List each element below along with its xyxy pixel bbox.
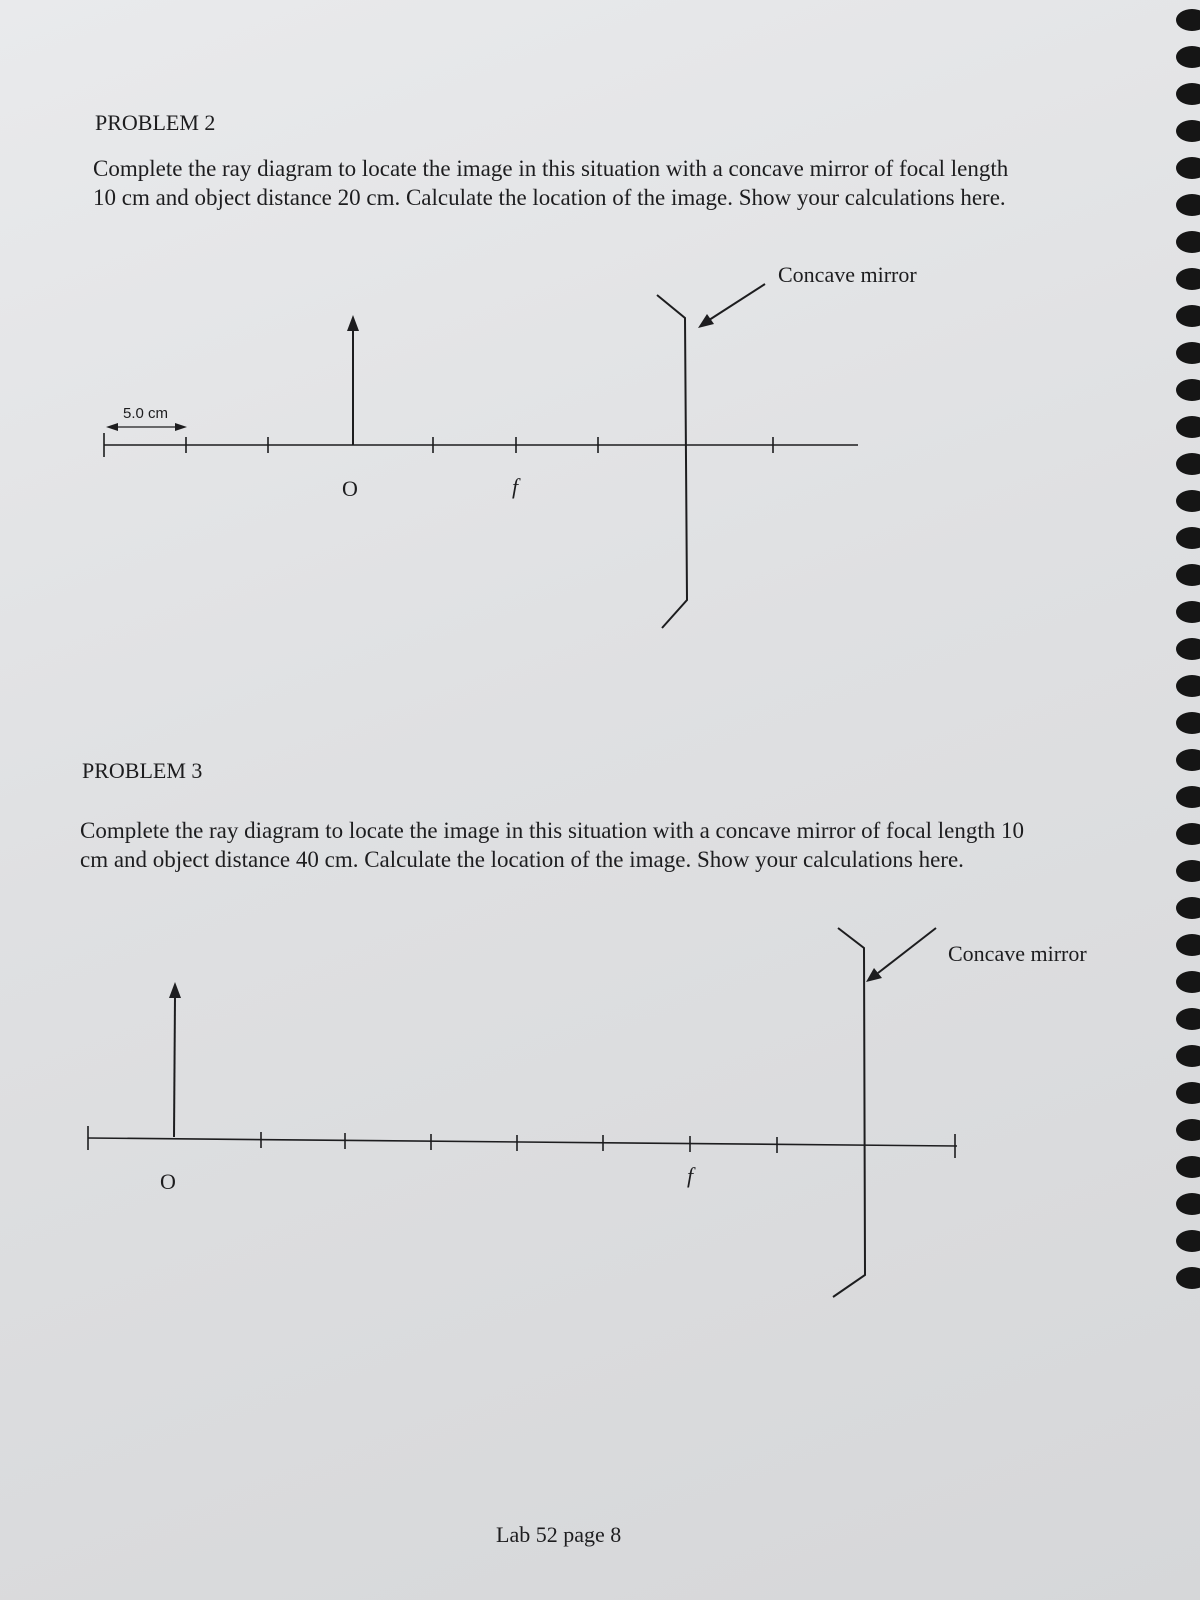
mirror-label: Concave mirror bbox=[778, 262, 917, 287]
principal-axis bbox=[88, 1138, 957, 1146]
spiral-binding bbox=[1160, 0, 1200, 1600]
object-label: O bbox=[160, 1169, 176, 1194]
object-label: O bbox=[342, 476, 358, 501]
object-arrowhead bbox=[169, 982, 181, 998]
mirror-pointer-line bbox=[878, 928, 936, 973]
focal-label: f bbox=[512, 474, 519, 499]
page-footer: Lab 52 page 8 bbox=[496, 1522, 622, 1547]
mirror-pointer-arrowhead bbox=[866, 968, 882, 982]
focal-label: f bbox=[687, 1163, 694, 1188]
mirror-label: Concave mirror bbox=[948, 941, 1087, 966]
concave-mirror bbox=[833, 928, 865, 1297]
problem-3-text: Complete the ray diagram to locate the image in this situation with a concave mirror of focal length 10 cm and object distance 40 cm. Calculate the location of the image. Show your calculations here. bbox=[80, 818, 1024, 872]
problem-3-heading: PROBLEM 3 bbox=[82, 758, 203, 783]
object-arrow bbox=[174, 996, 175, 1137]
problem-2-heading: PROBLEM 2 bbox=[95, 110, 216, 135]
problem-2-text: Complete the ray diagram to locate the image in this situation with a concave mirror of focal length 10 cm and object distance 20 cm. Calculate the location of the image. Show your calculations here. bbox=[93, 156, 1009, 210]
scale-label: 5.0 cm bbox=[123, 405, 169, 422]
